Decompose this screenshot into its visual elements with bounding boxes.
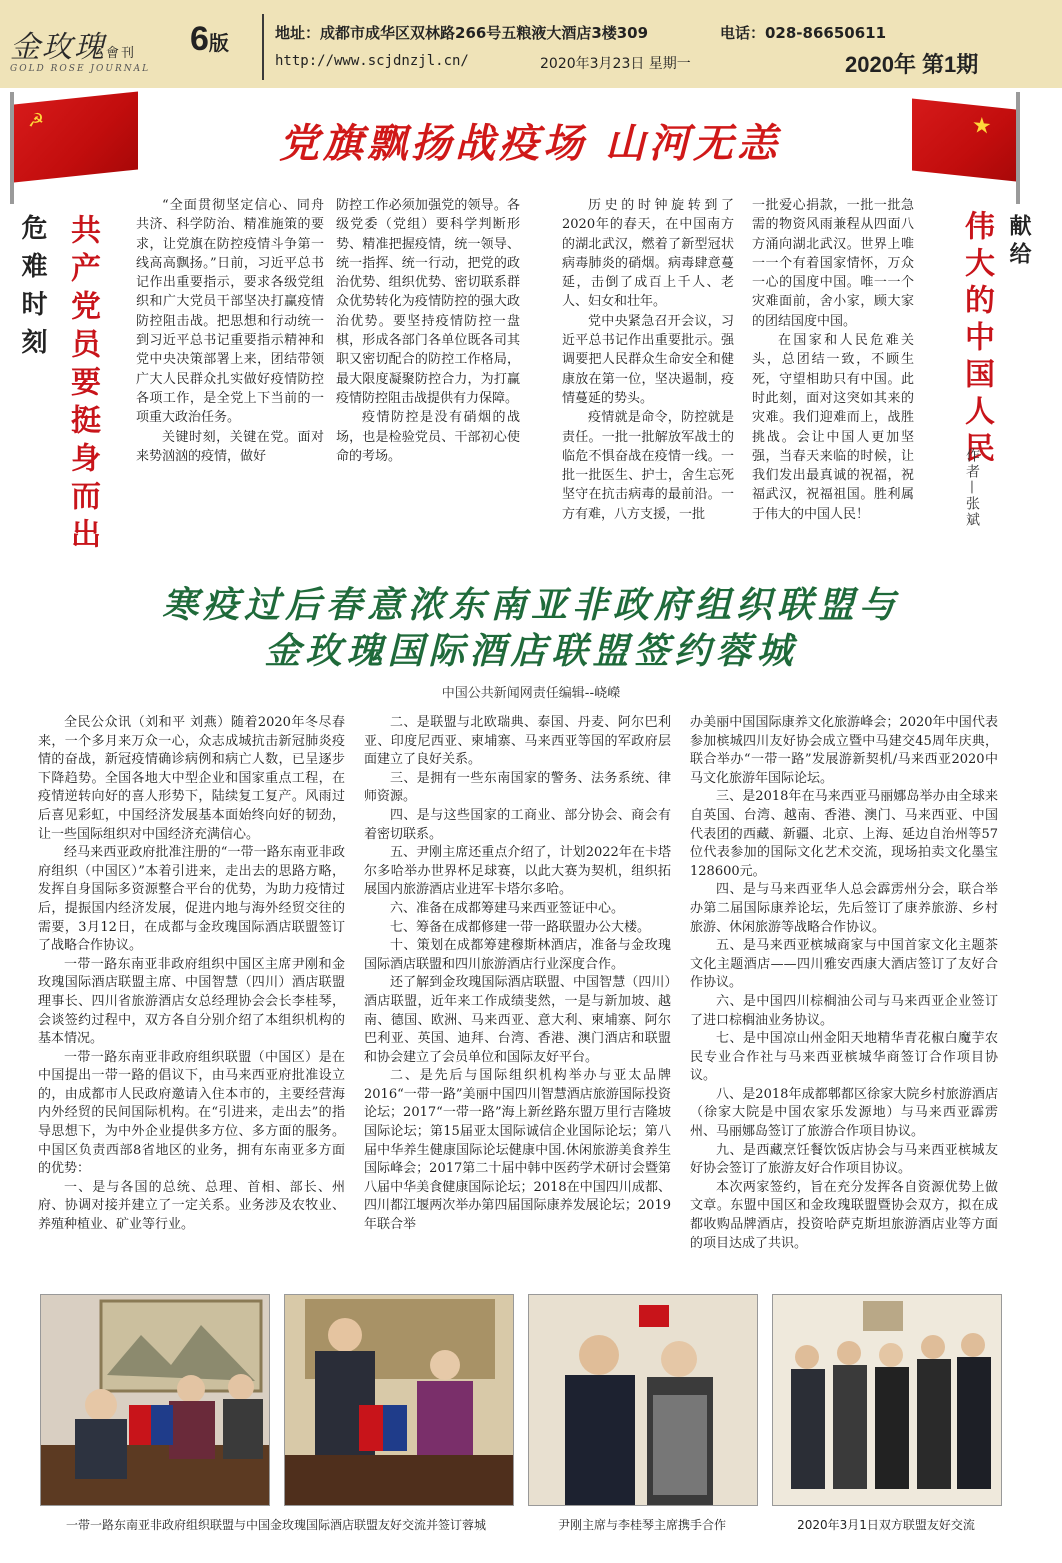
paragraph: 还了解到金玫瑰国际酒店联盟、中国智慧（四川）酒店联盟，近年来工作成绩斐然，一是与新加坡、越南、德国、欧洲、马来西亚、意大利、柬埔寨、阿尔巴利亚、英国、迪拜、台湾、香港、澳门酒店和联盟和协会建立了会员单位和国际友好平台。 [364,975,671,1065]
paragraph: 一带一路东南亚非政府组织联盟（中国区）是在中国提出一带一路的倡议下，由马来西亚府批准设立的，由成都市人民政府邀请入住本市的，主要经营海内外经贸的民间国际机构。在“引进来，走出去”的指导思想下，为中外企业提供多方位、多方面的服务。中国区负责西部8省地区的业务，拥有东南亚多方面的优势： [38,1049,345,1177]
paragraph: 五、尹刚主席还重点介绍了，计划2022年在卡塔尔多哈举办世界杯足球赛，以此大赛为契机，组织拓展国内旅游酒店业进军卡塔尔多哈。 [364,845,671,898]
article1-column-4 [752,196,914,524]
paragraph: 六、准备在成都筹建马来西亚签证中心。 [390,900,625,916]
paragraph: 全民公众讯（刘和平 刘燕）随着2020年冬尽春来，一个多月来万众一心，众志成城抗击新冠肺炎疫情的奋战，新冠疫情确诊病例和病亡人数，已呈逐步下降趋势。全国各地大中型企业和国家重点工程，在疫情逆转向好的喜人形势下，陆续复工复产。风雨过后喜见彩虹，中国经济发展基本面始终向好的韧劲，让一些国际组织对中国经济充满信心。 [38,715,345,842]
paragraph: 党中央紧急召开会议，习近平总书记作出重要批示。强调要把人民群众生命安全和健康放在第一位，坚决遏制，疫情蔓延的势头。 [562,313,734,406]
paragraph: 在国家和人民危难关头，总团结一致，不顾生死，守望相助只有中国。此时此刻，面对这突如其来的灾难。我们迎难而上，战胜挑战。会让中国人更加坚强，当春天来临的时候，让我们发出最真诚的祝福，祝福武汉，祝福祖国。胜利属于伟大的中国人民！ [752,333,914,522]
right-flag-pole [1016,92,1020,204]
side-title-right: 献给 [1006,214,1032,270]
paragraph: 关键时刻，关键在党。面对来势汹汹的疫情，做好 [136,429,324,464]
side-title-right-red: 伟大的中国人民 [959,210,994,469]
article1-column-2 [336,196,520,466]
photo-signing-1 [40,1294,270,1506]
article2-title-line2: 金玫瑰国际酒店联盟签约蓉城 [264,630,798,672]
paragraph: 六、是中国四川棕榈油公司与马来西亚企业签订了进口棕榈油业务协议。 [690,993,998,1028]
paragraph: 防控工作必须加强党的领导。各级党委（党组）要科学判断形势、精准把握疫情，统一领导、统一指挥、统一行动，把党的政治优势、组织优势、密切联系群众优势转化为疫情防控的强大政治优势。要坚持疫情防控一盘棋，形成各部门各单位既各司其职又密切配合的防控工作格局，最大限度凝聚防控合力，为打赢疫情防控阻击战提供有力保障。 [336,198,520,406]
paragraph: 一、是与各国的总统、总理、首相、部长、州府、协调对接并建立了一定关系。业务涉及农牧业、养殖种植业、矿业等行业。 [38,1179,345,1233]
paragraph: 四、是与马来西亚华人总会霹雳州分会，联合举办第二届国际康养论坛，先后签订了康养旅游、乡村旅游、休闲旅游等战略合作协议。 [690,882,998,935]
article2-column-1 [38,714,345,1235]
paragraph: 八、是2018年成都郫都区徐家大院乡村旅游酒店（徐家大院是中国农家乐发源地）与马来西亚霹雳州、马丽娜岛签订了旅游合作项目协议。 [690,1086,998,1140]
paragraph: 五、是马来西亚槟城商家与中国首家文化主题茶文化主题酒店——四川雅安西康大酒店签订了友好合作协议。 [690,938,998,991]
header-date: 2020年3月23日 星期一 [540,56,691,72]
article1-column-1 [136,196,324,466]
article1-column-3 [562,196,734,524]
side-author: 作者—张斌 [964,448,980,528]
side-title-left: 危难时刻 [17,214,47,366]
masthead-logo [10,22,178,74]
paragraph: 三、是2018年在马来西亚马丽娜岛举办由全球来自英国、台湾、越南、香港、澳门、马来西亚、中国代表团的西藏、新疆、北京、上海、延边自治州等57位代表参加的国际文化艺术交流，现场拍卖文化墨宝128600元。 [690,789,998,879]
photo-handshake [528,1294,758,1506]
header-url[interactable]: http://www.scjdnzjl.cn/ [275,53,469,69]
paragraph: 经马来西亚政府批准注册的“一带一路东南亚非政府组织（中国区）”本着引进来，走出去的思路方略，发挥自身国际多资源整合平台的优势，为助力疫情过后，提振国内经济发展，促进内地与海外经贸交往的需要，3月12日，在成都与金玫瑰国际酒店联盟签订了战略合作协议。 [38,845,345,954]
paragraph: 疫情防控是没有硝烟的战场，也是检验党员、干部初心使命的考场。 [336,410,520,464]
article2-title [60,582,1002,674]
side-title-left-red: 共产党员要挺身而出 [65,214,100,556]
article2-column-3 [690,714,998,1253]
caption-photo-4: 2020年3月1日双方联盟友好交流 [797,1518,975,1532]
party-flag-icon: ☭ [14,91,138,182]
header-address: 地址：成都市成华区双林路266号五粮液大酒店3楼309 [275,24,649,42]
masthead-title: 金玫瑰 [10,30,106,65]
article2-title-line1: 寒疫过后春意浓东南亚非政府组织联盟与 [161,584,900,626]
paragraph: 七、筹备在成都修建一带一路联盟办公大楼。 [390,919,651,935]
article2-byline: 中国公共新闻网责任编辑--峣嶸 [441,686,621,701]
page-number: 6版 [190,20,229,58]
paragraph: 本次两家签约，旨在充分发挥各自资源优势上做文章。东盟中国区和金玫瑰联盟暨协会双方，拟在成都收购品牌酒店，投资哈萨克斯坦旅游酒店业等方面的项目达成了共识。 [690,1179,998,1251]
paragraph: 一批爱心捐款，一批一批急需的物资风雨兼程从四面八方涌向湖北武汉。世界上唯一一个有着国家情怀，万众一心的国度中国。唯一一个灾难面前，舍小家，顾大家的团结国度中国。 [752,198,914,329]
article2-column-2 [364,714,671,1235]
paragraph: 三、是拥有一些东南国家的警务、法务系统、律师资源。 [364,770,671,805]
photo-signing-2 [284,1294,514,1506]
caption-photos-1-2: 一带一路东南亚非政府组织联盟与中国金玫瑰国际酒店联盟友好交流并签订蓉城 [65,1518,486,1532]
paragraph: 九、是西藏烹饪餐饮饭店协会与马来西亚槟城友好协会签订了旅游友好合作项目协议。 [690,1142,998,1177]
paragraph: 二、是联盟与北欧瑞典、泰国、丹麦、阿尔巴利亚、印度尼西亚、柬埔寨、马来西亚等国的军政府层面建立了良好关系。 [364,715,671,768]
masthead-english: GOLD ROSE JOURNAL [10,64,151,74]
paragraph: 疫情就是命令，防控就是责任。一批一批解放军战士的临危不惧奋战在疫情一线。一批一批医生、护士，舍生忘死坚守在抗击病毒的最前沿。一方有难，八方支援，一批 [562,410,734,522]
photo-group-exchange [772,1294,1002,1506]
header-divider [262,14,264,80]
masthead-suffix: 會刊 [106,46,137,61]
paragraph: “全面贯彻坚定信心、同舟共济、科学防治、精准施策的要求，让党旗在防控疫情斗争第一线高高飘扬。”日前，习近平总书记作出重要指示，要求各级党组织和广大党员干部坚决打赢疫情防控阻击战。把思想和行动统一到习近平总书记重要指示精神和党中央决策部署上来，团结带领广大人民群众扎实做好疫情防控各项工作，是全党上下当前的一项重大政治任务。 [136,198,324,426]
paragraph: 历史的时钟旋转到了2020年的春天，在中国南方的湖北武汉，燃着了新型冠状病毒肺炎的硝烟。病毒肆意蔓延，击倒了成百上千人、老人、妇女和壮年。 [562,198,734,310]
china-flag-icon: ★ [912,99,1016,182]
caption-photo-3: 尹刚主席与李桂琴主席携手合作 [557,1518,726,1532]
paragraph: 一带一路东南亚非政府组织中国区主席尹刚和金玫瑰国际酒店联盟主席、中国智慧（四川）酒店联盟理事长、四川省旅游酒店女总经理协会会长李桂琴，会谈签约过程中，双方各自分别介绍了本组织机构的基本情况。 [38,956,345,1047]
header-phone: 电话：028-86650611 [720,24,887,42]
paragraph: 二、是先后与国际组织机构举办与亚太品牌2016“一带一路”美丽中国四川智慧酒店旅游国际投资论坛；2017“一带一路”海上新丝路东盟万里行吉隆坡国际论坛；第15届亚太国际诚信企业国际论坛；第八届中华养生健康国际论坛健康中国.休闲旅游美食养生国际峰会；2017第二十届中韩中医药学术研讨会暨第八届中华美食健康国际论坛；2018在中国四川成都、四川都江堰两次举办第四届国际康养发展论坛；2019年联合举 [364,1068,671,1233]
paragraph: 十、策划在成都筹建穆斯林酒店，准备与金玫瑰国际酒店联盟和四川旅游酒店行业深度合作。 [364,938,671,972]
article1-title: 党旗飘扬战疫场 山河无恙 [279,120,781,167]
paragraph: 七、是中国凉山州金阳天地精华青花椒白魔芋农民专业合作社与马来西亚槟城华商签订合作项目协议。 [690,1031,998,1084]
paragraph: 办美丽中国国际康养文化旅游峰会；2020年中国代表参加槟城四川友好协会成立暨中马建交45周年庆典，联合举办“一带一路”发展游新契机/马来西亚2020中马文化旅游年国际论坛。 [690,715,998,786]
paragraph: 四、是与这些国家的工商业、部分协会、商会有着密切联系。 [364,807,671,842]
header-issue: 2020年 第1期 [845,52,979,77]
